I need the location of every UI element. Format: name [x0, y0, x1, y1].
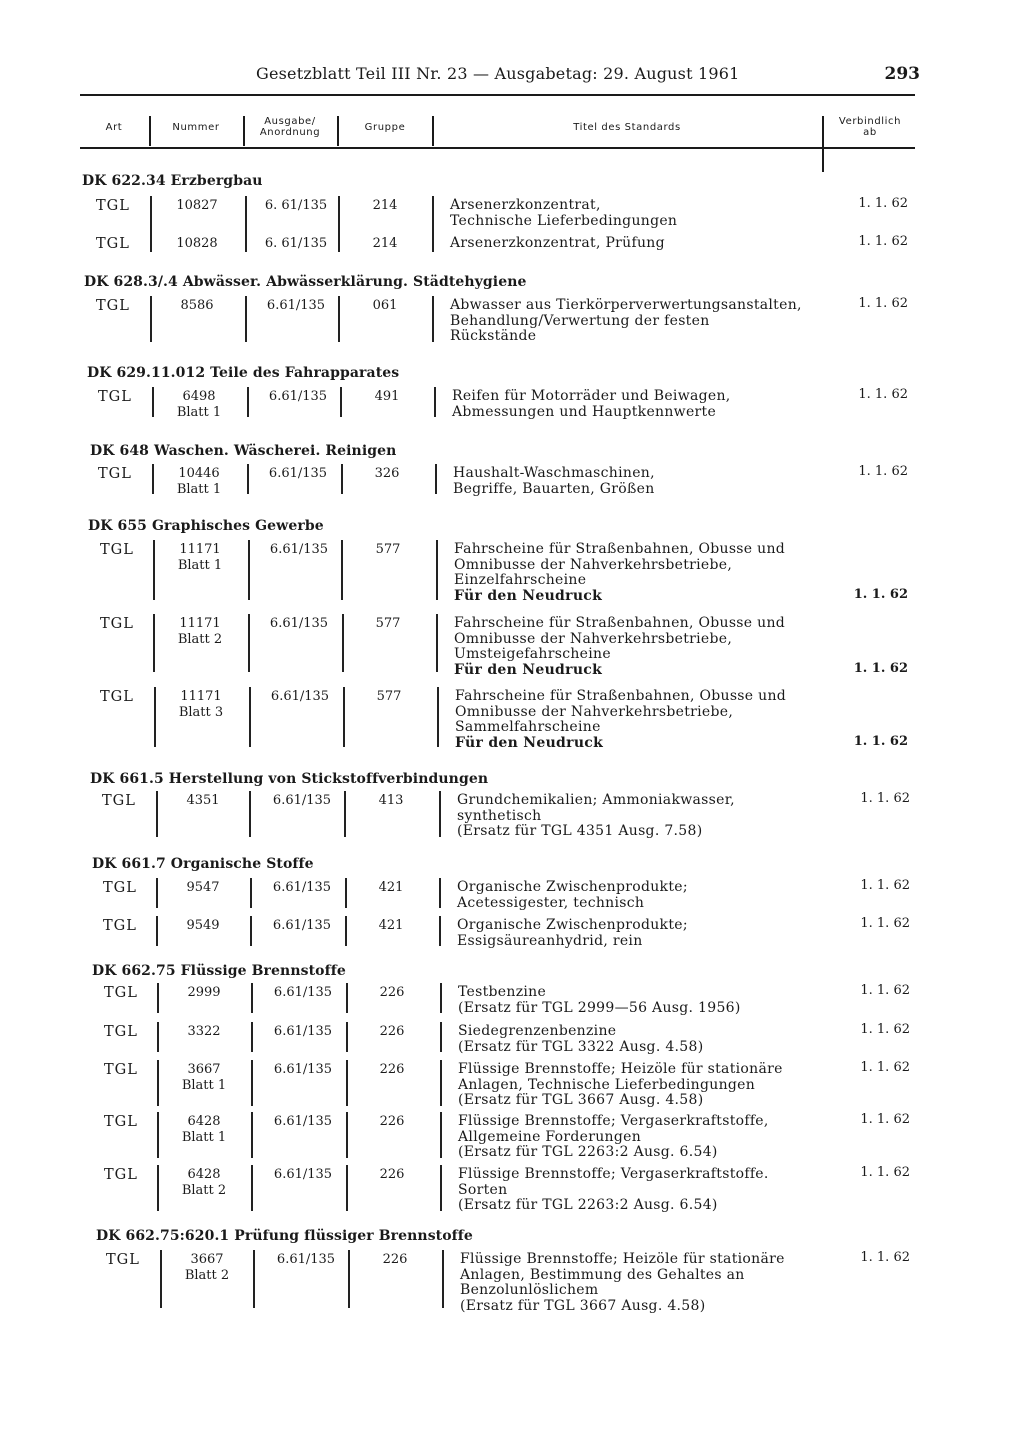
row-divider	[346, 1112, 348, 1158]
section-title: DK 628.3/.4 Abwässer. Abwässerklärung. Städtehygiene	[84, 274, 527, 290]
entry-title-line: Reifen für Motorräder und Beiwagen,	[452, 388, 731, 404]
entry-title-line: Flüssige Brennstoffe; Heizöle für stationäre	[460, 1251, 785, 1267]
entry-title-line: Rückstände	[450, 328, 537, 345]
entry-anordnung: 6.61/135	[268, 389, 328, 404]
entry-title	[458, 985, 741, 1016]
entry-title	[452, 389, 731, 420]
row-divider	[344, 791, 346, 837]
row-divider	[156, 916, 158, 946]
entry-verbindlich: 1. 1. 62	[860, 1060, 910, 1075]
entry-blatt: Blatt 1	[181, 1078, 227, 1093]
entry-title-line: Flüssige Brennstoffe; Vergaserkraftstoffe,	[458, 1113, 769, 1129]
row-divider	[247, 464, 249, 494]
entry-verbindlich: 1. 1. 62	[860, 1250, 910, 1265]
row-divider	[439, 791, 441, 837]
entry-title	[454, 542, 785, 604]
entry-art: TGL	[106, 1252, 140, 1268]
column-label-nummer: Nummer	[172, 121, 220, 133]
row-divider	[153, 540, 155, 600]
row-divider	[432, 296, 434, 342]
entry-title-line: Omnibusse der Nahverkehrsbetriebe,	[455, 703, 734, 720]
entry-gruppe: 226	[382, 1252, 408, 1267]
entry-anordnung: 6.61/135	[269, 616, 329, 631]
row-divider	[434, 387, 436, 417]
entry-art: TGL	[96, 298, 130, 314]
column-header-titel	[433, 104, 821, 150]
column-header-nummer	[150, 104, 242, 150]
entry-number: 10828	[176, 236, 218, 251]
entry-gruppe: 491	[374, 389, 400, 404]
row-divider	[156, 791, 158, 837]
page-title: Gesetzblatt Teil III Nr. 23 — Ausgabetag: 29. August 1961	[256, 64, 740, 83]
row-divider	[437, 687, 439, 747]
row-divider	[157, 1165, 159, 1211]
row-divider	[157, 1060, 159, 1106]
section-title: DK 629.11.012 Teile des Fahrapparates	[87, 365, 400, 381]
column-header-art	[80, 104, 148, 150]
entry-gruppe: 421	[378, 918, 404, 933]
entry-art: TGL	[102, 793, 136, 809]
entry-number: 4351	[186, 793, 220, 808]
entry-gruppe: 226	[379, 1114, 405, 1129]
entry-title-line: Organische Zwischenprodukte;	[457, 879, 688, 895]
row-divider	[160, 1250, 162, 1308]
row-divider	[341, 540, 343, 600]
entry-number: 3322	[187, 1024, 221, 1039]
entry-title-line: Einzelfahrscheine	[454, 572, 587, 589]
entry-verbindlich: 1. 1. 62	[853, 733, 908, 749]
entry-gruppe: 413	[378, 793, 404, 808]
entry-title-line: (Ersatz für TGL 3667 Ausg. 4.58)	[460, 1297, 706, 1314]
entry-title-line: Flüssige Brennstoffe; Heizöle für stationäre	[458, 1061, 783, 1077]
entry-gruppe: 577	[375, 542, 401, 557]
entry-title-line: Omnibusse der Nahverkehrsbetriebe,	[454, 556, 733, 573]
entry-verbindlich: 1. 1. 62	[853, 586, 908, 602]
entry-number: 9549	[186, 918, 220, 933]
entry-art: TGL	[98, 389, 132, 405]
entry-blatt: Blatt 1	[176, 405, 222, 420]
entry-title-line: Sammelfahrscheine	[455, 719, 601, 736]
entry-art: TGL	[98, 466, 132, 482]
column-label-ausgabe-2: Anordnung	[259, 127, 321, 138]
entry-title	[450, 198, 677, 229]
entry-anordnung: 6.61/135	[272, 793, 332, 808]
entry-title	[458, 1024, 703, 1055]
entry-art: TGL	[104, 985, 138, 1001]
entry-number: 3667 Blatt 2	[162, 1252, 252, 1284]
entry-number: 9547	[186, 880, 220, 895]
entry-title-line: Umsteigefahrscheine	[454, 646, 611, 663]
entry-title-line: Anlagen, Bestimmung des Gehaltes an	[460, 1266, 745, 1283]
entry-art: TGL	[100, 616, 134, 632]
entry-anordnung: 6.61/135	[272, 918, 332, 933]
row-divider	[435, 464, 437, 494]
row-divider	[348, 1250, 350, 1308]
column-label-gruppe: Gruppe	[364, 121, 406, 133]
entry-title-line: (Ersatz für TGL 4351 Ausg. 7.58)	[457, 823, 703, 840]
entry-title-line: Benzolunlöslichem	[460, 1282, 599, 1299]
entry-anordnung: 6.61/135	[266, 298, 326, 313]
row-divider	[245, 296, 247, 342]
entry-title-note: Für den Neudruck	[454, 661, 603, 678]
section-title: DK 655 Graphisches Gewerbe	[88, 518, 324, 534]
row-divider	[247, 387, 249, 417]
entry-title	[457, 880, 688, 911]
entry-title-line: Fahrscheine für Straßenbahnen, Obusse und	[455, 688, 787, 704]
row-divider	[340, 387, 342, 417]
entry-title	[455, 689, 786, 751]
section-title: DK 648 Waschen. Wäscherei. Reinigen	[90, 443, 397, 459]
entry-verbindlich: 1. 1. 62	[860, 916, 910, 931]
entry-gruppe: 421	[378, 880, 404, 895]
entry-number: 6428 Blatt 1	[159, 1114, 249, 1146]
entry-title-line: Haushalt-Waschmaschinen,	[453, 465, 655, 481]
entry-title-line: Abwasser aus Tierkörperverwertungsanstalten,	[450, 297, 802, 313]
entry-anordnung: 6.61/135	[270, 689, 330, 704]
row-divider	[154, 687, 156, 747]
entry-verbindlich: 1. 1. 62	[860, 983, 910, 998]
entry-gruppe: 577	[376, 689, 402, 704]
entry-anordnung: 6.61/135	[273, 1024, 333, 1039]
entry-title	[450, 298, 802, 345]
entry-verbindlich: 1. 1. 62	[858, 234, 908, 249]
row-divider	[346, 1060, 348, 1106]
row-divider	[152, 387, 154, 417]
entry-verbindlich: 1. 1. 62	[858, 464, 908, 479]
entry-art: TGL	[104, 1114, 138, 1130]
entry-anordnung: 6.61/135	[273, 1114, 333, 1129]
page-header	[80, 64, 920, 94]
section-title: DK 661.5 Herstellung von Stickstoffverbindungen	[90, 771, 489, 787]
entry-title-line: Grundchemikalien; Ammoniakwasser,	[457, 792, 735, 808]
entry-gruppe: 226	[379, 1062, 405, 1077]
entry-anordnung: 6. 61/135	[264, 236, 328, 251]
entry-number: 10827	[176, 198, 218, 213]
row-divider	[248, 614, 250, 672]
page-number: 293	[884, 64, 920, 84]
entry-blatt: Blatt 1	[177, 558, 223, 573]
row-divider	[342, 614, 344, 672]
entry-blatt: Blatt 3	[178, 705, 224, 720]
row-divider	[245, 234, 247, 252]
row-divider	[249, 791, 251, 837]
column-label-verbindlich-1: Verbindlich	[838, 116, 902, 127]
entry-title	[450, 236, 665, 252]
entry-title-line: Arsenerzkonzentrat,	[450, 197, 601, 213]
row-divider	[442, 1250, 444, 1308]
row-divider	[440, 1060, 442, 1106]
entry-number: 2999	[187, 985, 221, 1000]
entry-verbindlich: 1. 1. 62	[858, 296, 908, 311]
entry-title	[458, 1167, 769, 1214]
entry-art: TGL	[103, 880, 137, 896]
entry-art: TGL	[104, 1167, 138, 1183]
row-divider	[250, 916, 252, 946]
header-rule	[80, 94, 915, 96]
entry-blatt: Blatt 1	[176, 482, 222, 497]
entry-gruppe: 577	[375, 616, 401, 631]
entry-blatt: Blatt 1	[181, 1130, 227, 1145]
entry-title-line: Organische Zwischenprodukte;	[457, 917, 688, 933]
entry-art: TGL	[100, 689, 134, 705]
row-divider	[157, 1112, 159, 1158]
entry-verbindlich: 1. 1. 62	[858, 196, 908, 211]
entry-gruppe: 061	[372, 298, 398, 313]
row-divider	[345, 916, 347, 946]
column-label-verbindlich-2: ab	[863, 127, 877, 138]
entry-art: TGL	[103, 918, 137, 934]
entry-title	[453, 466, 655, 497]
entry-title-line: Siedegrenzenbenzine	[458, 1023, 617, 1039]
row-divider	[439, 878, 441, 908]
entry-anordnung: 6.61/135	[269, 542, 329, 557]
entry-title	[457, 793, 735, 840]
entry-title-line: Anlagen, Technische Lieferbedingungen	[458, 1076, 756, 1093]
entry-verbindlich: 1. 1. 62	[860, 1165, 910, 1180]
entry-title-line: Technische Lieferbedingungen	[450, 212, 678, 229]
entry-title-line: Essigsäureanhydrid, rein	[457, 932, 643, 949]
row-divider	[250, 878, 252, 908]
entry-anordnung: 6.61/135	[272, 880, 332, 895]
entry-title	[460, 1252, 785, 1314]
entry-gruppe: 226	[379, 1024, 405, 1039]
column-label-ausgabe-1: Ausgabe/	[264, 116, 316, 127]
row-divider	[345, 878, 347, 908]
row-divider	[152, 464, 154, 494]
row-divider	[338, 296, 340, 342]
entry-title-line: (Ersatz für TGL 2263:2 Ausg. 6.54)	[458, 1144, 718, 1161]
row-divider	[341, 464, 343, 494]
entry-title	[454, 616, 785, 678]
entry-title-line: Abmessungen und Hauptkennwerte	[452, 403, 717, 420]
entry-number: 3667 Blatt 1	[159, 1062, 249, 1094]
row-divider	[248, 540, 250, 600]
row-divider	[439, 916, 441, 946]
entry-number: 11171 Blatt 1	[155, 542, 245, 574]
entry-art: TGL	[104, 1062, 138, 1078]
entry-gruppe: 226	[379, 1167, 405, 1182]
entry-verbindlich: 1. 1. 62	[860, 1112, 910, 1127]
entry-title-line: Arsenerzkonzentrat, Prüfung	[450, 235, 665, 251]
row-divider	[157, 1022, 159, 1052]
row-divider	[157, 983, 159, 1013]
section-title: DK 661.7 Organische Stoffe	[92, 856, 314, 872]
entry-anordnung: 6.61/135	[273, 1062, 333, 1077]
row-divider	[249, 687, 251, 747]
entry-title-line: Begriffe, Bauarten, Größen	[453, 480, 655, 497]
column-header-verbindlich	[824, 110, 916, 144]
entry-number: 8586	[180, 298, 214, 313]
entry-title-line: Flüssige Brennstoffe; Vergaserkraftstoffe.	[458, 1166, 769, 1182]
column-label-titel: Titel des Standards	[573, 121, 681, 133]
entry-title	[458, 1062, 783, 1109]
entry-title-line: (Ersatz für TGL 2263:2 Ausg. 6.54)	[458, 1197, 718, 1214]
entry-number: 6498 Blatt 1	[154, 389, 244, 421]
entry-gruppe: 326	[374, 466, 400, 481]
entry-verbindlich: 1. 1. 62	[858, 387, 908, 402]
entry-title-line: Allgemeine Forderungen	[458, 1128, 642, 1145]
row-divider	[251, 1112, 253, 1158]
entry-art: TGL	[100, 542, 134, 558]
row-divider	[436, 614, 438, 672]
entry-title-line: (Ersatz für TGL 3667 Ausg. 4.58)	[458, 1092, 704, 1109]
section-title: DK 622.34 Erzbergbau	[82, 173, 263, 189]
entry-title-note: Für den Neudruck	[454, 587, 603, 604]
row-divider	[346, 1022, 348, 1052]
row-divider	[440, 1112, 442, 1158]
entry-anordnung: 6.61/135	[268, 466, 328, 481]
entry-title-line: Fahrscheine für Straßenbahnen, Obusse und	[454, 615, 786, 631]
entry-art: TGL	[104, 1024, 138, 1040]
section-title: DK 662.75:620.1 Prüfung flüssiger Brennstoffe	[96, 1228, 473, 1244]
row-divider	[253, 1250, 255, 1308]
entry-number: 11171 Blatt 3	[156, 689, 246, 721]
entry-verbindlich: 1. 1. 62	[860, 878, 910, 893]
entry-title-line: Omnibusse der Nahverkehrsbetriebe,	[454, 630, 733, 647]
entry-art: TGL	[96, 236, 130, 252]
entry-gruppe: 214	[372, 236, 398, 251]
column-header-gruppe	[338, 104, 432, 150]
entry-verbindlich: 1. 1. 62	[860, 1022, 910, 1037]
entry-verbindlich: 1. 1. 62	[860, 791, 910, 806]
section-title: DK 662.75 Flüssige Brennstoffe	[92, 963, 346, 979]
row-divider	[343, 687, 345, 747]
column-header-ausgabe	[244, 104, 336, 150]
entry-title	[458, 1114, 769, 1161]
row-divider	[440, 983, 442, 1013]
entry-title-line: Sorten	[458, 1181, 508, 1198]
entry-title-line: Fahrscheine für Straßenbahnen, Obusse und	[454, 541, 786, 557]
row-divider	[346, 983, 348, 1013]
entry-gruppe: 226	[379, 985, 405, 1000]
entry-number: 6428 Blatt 2	[159, 1167, 249, 1199]
row-divider	[153, 614, 155, 672]
entry-number: 10446 Blatt 1	[154, 466, 244, 498]
row-divider	[432, 234, 434, 252]
column-label-art: Art	[105, 121, 123, 133]
entry-art: TGL	[96, 198, 130, 214]
row-divider	[251, 983, 253, 1013]
row-divider	[346, 1165, 348, 1211]
entry-anordnung: 6.61/135	[276, 1252, 336, 1267]
entry-blatt: Blatt 2	[184, 1268, 230, 1283]
entry-title-line: Acetessigester, technisch	[457, 894, 645, 911]
row-divider	[436, 540, 438, 600]
entry-title-line: synthetisch	[457, 807, 542, 824]
row-divider	[440, 1022, 442, 1052]
entry-gruppe: 214	[372, 198, 398, 213]
row-divider	[150, 234, 152, 252]
row-divider	[156, 878, 158, 908]
entry-anordnung: 6. 61/135	[264, 198, 328, 213]
table-header-rule	[80, 147, 915, 149]
entry-title-line: (Ersatz für TGL 3322 Ausg. 4.58)	[458, 1038, 704, 1055]
entry-title	[457, 918, 688, 949]
entry-title-line: Behandlung/Verwertung der festen	[450, 312, 710, 329]
row-divider	[338, 234, 340, 252]
entry-blatt: Blatt 2	[181, 1183, 227, 1198]
entry-title-line: Testbenzine	[458, 984, 547, 1000]
row-divider	[440, 1165, 442, 1211]
entry-anordnung: 6.61/135	[273, 985, 333, 1000]
entry-blatt: Blatt 2	[177, 632, 223, 647]
row-divider	[251, 1165, 253, 1211]
entry-title-note: Für den Neudruck	[455, 734, 604, 751]
row-divider	[251, 1060, 253, 1106]
entry-anordnung: 6.61/135	[273, 1167, 333, 1182]
row-divider	[150, 296, 152, 342]
entry-verbindlich: 1. 1. 62	[853, 660, 908, 676]
entry-number: 11171 Blatt 2	[155, 616, 245, 648]
row-divider	[251, 1022, 253, 1052]
entry-title-line: (Ersatz für TGL 2999—56 Ausg. 1956)	[458, 999, 741, 1016]
